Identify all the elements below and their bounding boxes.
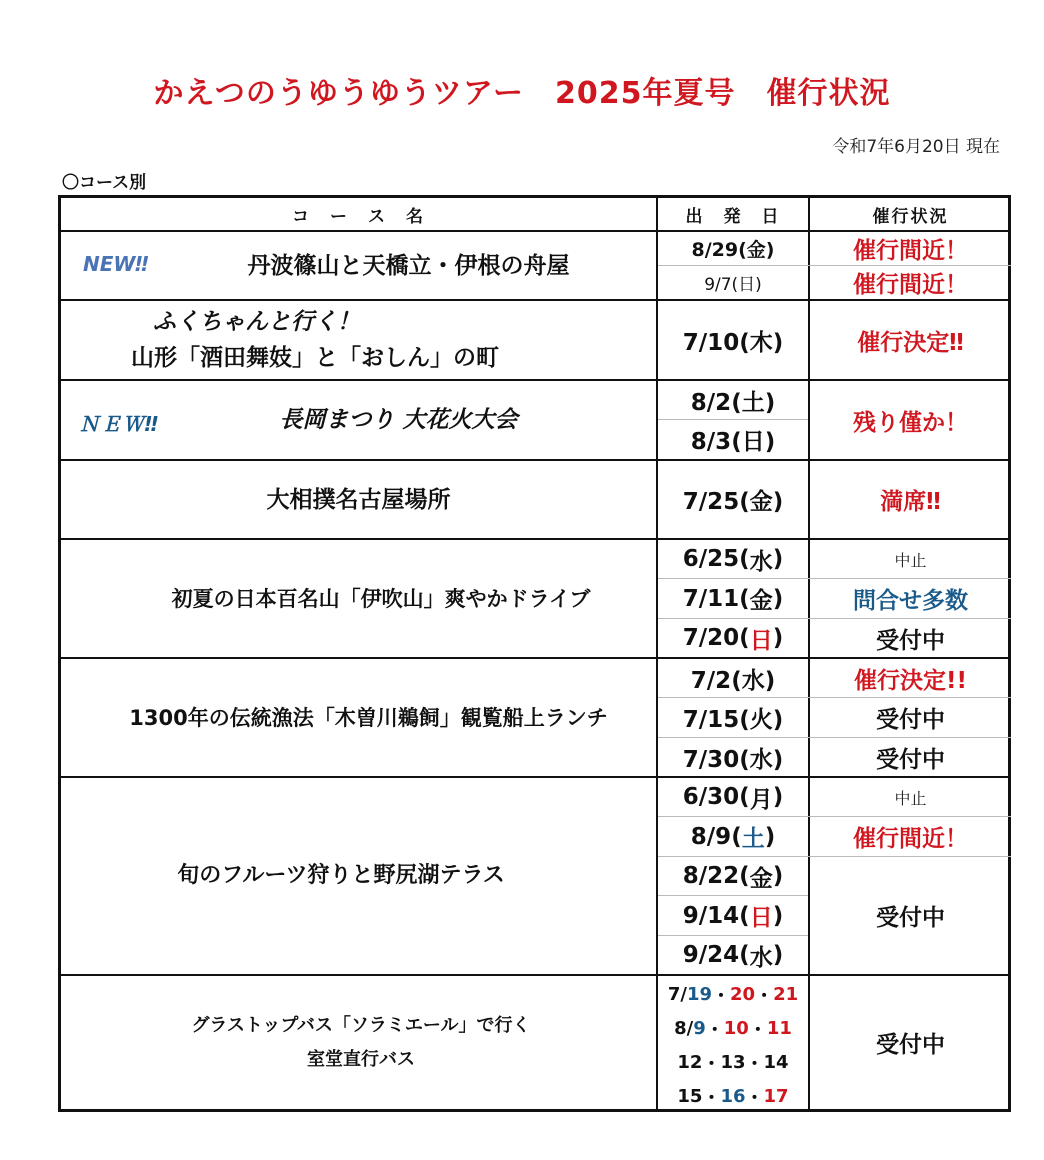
course-name-line: ふくちゃんと行く！ [153,309,360,335]
new-badge: NEW‼ [83,252,148,276]
tour-status-table [58,195,1011,1112]
course-name-line: グラストップバス「ソラミエール」で行く [191,1014,531,1036]
date-separator: ・ [705,1019,724,1041]
date-text: ) [772,784,784,810]
date-separator: ・ [755,985,774,1007]
status-label: 催行間近！ [853,272,968,298]
departure-date [658,857,808,895]
date-text: 6/30( [682,784,750,810]
status-label: 満席‼ [880,489,941,515]
date-day: 21 [773,984,799,1005]
departure-date [658,817,808,856]
date-weekday: 水 [749,548,773,575]
departure-date: 8/29(金) [691,239,775,261]
new-badge: ＮＥＷ‼ [79,412,160,436]
departure-date [658,936,808,974]
departure-date [658,619,808,657]
date-text: 7/20( [682,625,750,651]
date-separator: ・ [745,1087,764,1109]
departure-date [658,896,808,935]
date-row [658,978,808,1011]
status-label: 受付中 [876,905,945,931]
date-text: 6/25( [682,546,750,572]
status-label: 受付中 [876,746,945,773]
status-label: 催行決定‼ [857,329,964,356]
departure-date: 8/2(土) [690,389,776,416]
date-text: ) [772,625,784,651]
header-date: 出 発 日 [685,206,781,227]
header-course: コ ー ス 名 [292,206,425,227]
course-name: 大相撲名古屋場所 [266,486,451,513]
date-day: 20 [730,984,756,1005]
date-text: ) [772,585,784,612]
course-name: 旬のフルーツ狩りと野尻湖テラス [177,863,505,888]
date-day: 17 [763,1086,789,1107]
date-row [658,1046,808,1079]
date-separator: ・ [745,1053,764,1075]
date-separator: ・ [748,1019,767,1041]
date-day: 16 [720,1086,746,1107]
date-weekday: 水 [749,944,773,971]
date-text: 7/11( [682,585,750,612]
departure-date [658,778,808,816]
date-text: ) [772,863,784,889]
date-day: 15 [677,1086,703,1107]
date-day: 10 [723,1018,749,1039]
course-name [101,976,621,1109]
course-name [131,301,611,379]
status-label: 残り僅か！ [853,409,968,436]
date-prefix: 7/ [667,984,687,1005]
departure-date: 7/30(水) [682,746,784,773]
date-day: 19 [686,984,713,1005]
course-name-line: 室堂直行バス [307,1048,415,1070]
status-label: 受付中 [876,707,945,733]
section-label: 〇コース別 [62,173,147,193]
course-name-line: 山形「酒田舞妓」と「おしん」の町 [131,345,499,371]
departure-date: 9/7(日) [704,275,762,295]
status-label: 催行決定!! [854,667,967,694]
course-name: 長岡まつり 大花火大会 [279,407,518,433]
date-separator: ・ [702,1053,721,1075]
status-label: 中止 [894,788,927,808]
departure-date: 7/25(金) [682,489,784,515]
course-name: 1300年の伝統漁法「木曽川鵜飼」観覧船上ランチ [129,705,608,730]
date-weekday: 土 [741,826,765,852]
course-name: 初夏の日本百名山「伊吹山」爽やかドライブ [171,586,591,611]
date-day: 14 [763,1052,789,1073]
date-prefix: 8/ [674,1018,694,1039]
date-day: 13 [720,1052,746,1073]
date-row [658,1012,808,1045]
departure-date [658,540,808,578]
date-text: ) [764,823,776,850]
status-label: 催行間近！ [853,826,968,852]
date-text: ) [772,902,784,929]
date-day: 12 [677,1052,703,1073]
status-label: 催行間近！ [853,238,968,264]
date-text: 9/24( [682,942,750,968]
header-status: 催行状況 [872,206,949,227]
date-weekday: 金 [749,865,773,892]
date-text: ) [772,546,784,572]
date-text: 9/14( [682,902,750,929]
page-title: かえつのうゆうゆうツアー 2025年夏号 催行状況 [153,76,891,111]
date-text: 8/9( [690,823,742,850]
departure-date [658,579,808,618]
date-text: ) [772,942,784,968]
date-weekday: 日 [749,627,773,654]
departure-date: 7/10(木) [682,329,784,356]
departure-date: 7/15(火) [682,707,784,733]
course-name: 丹波篠山と天橋立・伊根の舟屋 [247,252,570,279]
date-text: 8/22( [682,863,750,889]
date-day: 11 [766,1018,792,1039]
departure-date: 8/3(日) [690,429,776,455]
date-weekday: 日 [749,905,773,931]
date-row [658,1080,808,1113]
date-weekday: 月 [749,786,773,813]
status-label: 受付中 [876,627,945,654]
date-day: 9 [693,1018,706,1039]
departure-date: 7/2(水) [690,667,776,694]
as-of-date: 令和7年6月20日 現在 [832,137,1000,157]
date-weekday: 金 [749,588,773,614]
status-label: 問合せ多数 [853,588,968,614]
date-separator: ・ [712,985,731,1007]
status-label: 受付中 [876,1032,945,1058]
date-separator: ・ [702,1087,721,1109]
status-label: 中止 [894,550,927,570]
